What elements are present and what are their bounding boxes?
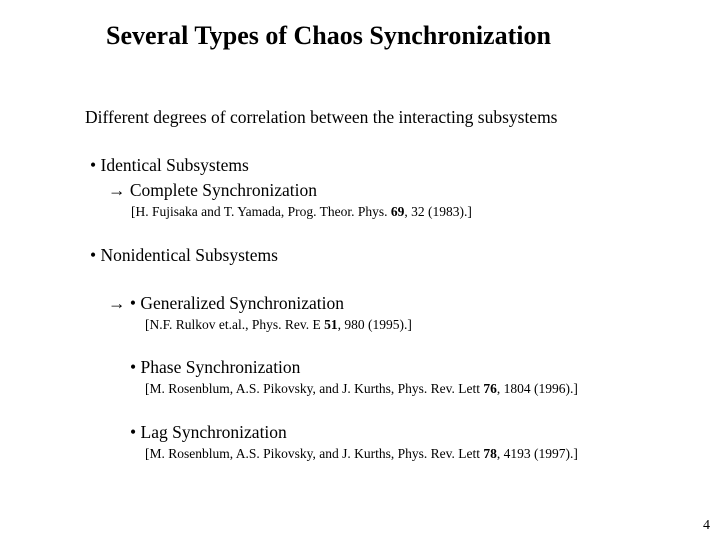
reference-rosenblum-1996: [M. Rosenblum, A.S. Pikovsky, and J. Kurths, Phys. Rev. Lett 76, 1804 (1996).] <box>145 381 578 396</box>
slide-title: Several Types of Chaos Synchronization <box>106 21 551 50</box>
bullet-icon: • <box>129 293 137 313</box>
reference-fujisaka: [H. Fujisaka and T. Yamada, Prog. Theor. Phys. 69, 32 (1983).] <box>131 204 472 219</box>
slide-subtitle: Different degrees of correlation between the interacting subsystems <box>85 107 558 127</box>
generalized-sync-item <box>108 293 344 314</box>
phase-sync-label: Phase Synchronization <box>140 357 301 377</box>
page-number: 4 <box>703 518 710 533</box>
bullet-icon: • <box>90 155 97 175</box>
complete-sync-label: Complete Synchronization <box>129 180 317 200</box>
bullet-icon: • <box>130 357 137 377</box>
reference-rosenblum-1997: [M. Rosenblum, A.S. Pikovsky, and J. Kurths, Phys. Rev. Lett 78, 4193 (1997).] <box>145 446 578 461</box>
phase-sync-item <box>130 357 300 378</box>
bullet-icon: • <box>90 245 97 265</box>
arrow-right-icon: → <box>108 180 126 200</box>
arrow-right-icon: → <box>108 293 126 313</box>
bullet-icon: • <box>130 422 137 442</box>
nonidentical-subsystems-label: Nonidentical Subsystems <box>100 245 278 265</box>
identical-subsystems-item <box>90 155 249 176</box>
identical-subsystems-label: Identical Subsystems <box>100 155 249 175</box>
reference-rulkov: [N.F. Rulkov et.al., Phys. Rev. E 51, 980 (1995).] <box>145 317 412 332</box>
nonidentical-subsystems-item <box>90 245 278 266</box>
lag-sync-item <box>130 422 287 443</box>
complete-sync-line <box>108 180 317 201</box>
generalized-sync-label: Generalized Synchronization <box>140 293 344 313</box>
lag-sync-label: Lag Synchronization <box>140 422 287 442</box>
